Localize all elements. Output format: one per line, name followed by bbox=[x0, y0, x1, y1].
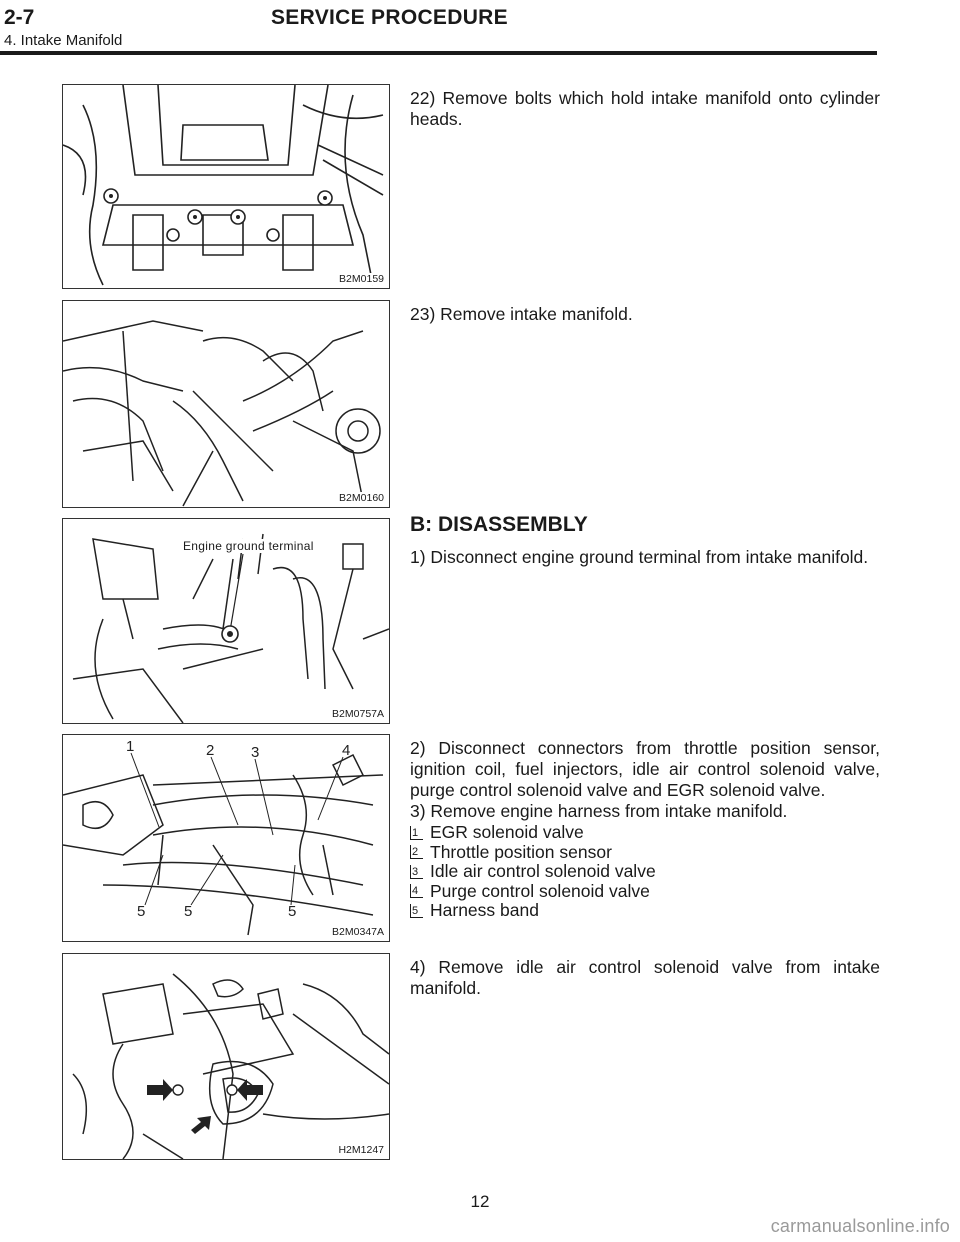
step-4: 4) Remove idle air control solenoid valve from intake manifold. bbox=[410, 957, 880, 998]
legend-number: 4 bbox=[410, 884, 423, 898]
step-4-text bbox=[410, 957, 880, 999]
legend-label: Idle air control solenoid valve bbox=[430, 861, 656, 881]
legend-item bbox=[410, 882, 880, 902]
figure-code: B2M0757A bbox=[332, 708, 384, 720]
figure-number: 2 bbox=[206, 742, 215, 759]
figure-code: B2M0347A bbox=[332, 926, 384, 938]
legend-item bbox=[410, 823, 880, 843]
step-2-3-text bbox=[410, 738, 880, 822]
watermark-link[interactable]: carmanualsonline.info bbox=[770, 1216, 950, 1236]
step-22-text bbox=[410, 88, 880, 130]
figure-harness-numbers bbox=[126, 738, 350, 920]
section-number: 2-7 bbox=[4, 6, 35, 29]
legend-item bbox=[410, 901, 880, 921]
legend-item bbox=[410, 843, 880, 863]
step-23: 23) Remove intake manifold. bbox=[410, 304, 633, 324]
figure-ground-terminal bbox=[62, 518, 390, 724]
figure-bolts bbox=[62, 84, 390, 289]
figure-code: B2M0159 bbox=[339, 273, 384, 285]
figure-number: 5 bbox=[288, 903, 297, 920]
legend-label: EGR solenoid valve bbox=[430, 822, 584, 842]
header-rule bbox=[0, 51, 877, 55]
figure-iac-valve-drawing bbox=[63, 954, 389, 1159]
legend-item bbox=[410, 862, 880, 882]
figure-code: H2M1247 bbox=[338, 1144, 384, 1156]
figure-bolts-drawing bbox=[63, 85, 389, 288]
legend-label: Harness band bbox=[430, 900, 539, 920]
figure-number: 5 bbox=[184, 903, 193, 920]
legend-label: Purge control solenoid valve bbox=[430, 880, 650, 901]
step-1: 1) Disconnect engine ground terminal from intake manifold. bbox=[410, 547, 869, 567]
figure-callout-label: Engine ground terminal bbox=[183, 539, 314, 553]
legend-number: 5 bbox=[410, 904, 423, 918]
step-2: 2) Disconnect connectors from throttle position sensor, ignition coil, fuel injectors, idle air control solenoid valve, purge control solenoid valve and EGR solenoid valve. bbox=[410, 738, 880, 800]
figure-legend bbox=[410, 823, 880, 921]
page-subtitle: 4. Intake Manifold bbox=[4, 32, 123, 49]
figure-harness-drawing bbox=[63, 735, 389, 941]
figure-number: 1 bbox=[126, 738, 135, 755]
figure-number: 4 bbox=[342, 742, 351, 759]
page-title: SERVICE PROCEDURE bbox=[271, 6, 508, 29]
figure-remove-manifold-drawing bbox=[63, 301, 389, 507]
page-number: 12 bbox=[470, 1192, 490, 1211]
legend-label: Throttle position sensor bbox=[430, 841, 612, 862]
figure-number: 5 bbox=[137, 903, 146, 920]
step-1-text bbox=[410, 547, 880, 568]
figure-harness bbox=[62, 734, 390, 942]
section-heading: B: DISASSEMBLY bbox=[410, 513, 588, 536]
legend-number: 1 bbox=[410, 826, 423, 840]
figure-number: 3 bbox=[251, 744, 260, 761]
step-3: 3) Remove engine harness from intake manifold. bbox=[410, 801, 788, 821]
legend-number: 2 bbox=[410, 845, 423, 859]
legend-number: 3 bbox=[410, 865, 423, 879]
figure-code: B2M0160 bbox=[339, 492, 384, 504]
figure-iac-valve bbox=[62, 953, 390, 1160]
figure-remove-manifold bbox=[62, 300, 390, 508]
step-23-text bbox=[410, 304, 880, 325]
step-22: 22) Remove bolts which hold intake manifold onto cylinder heads. bbox=[410, 88, 880, 129]
